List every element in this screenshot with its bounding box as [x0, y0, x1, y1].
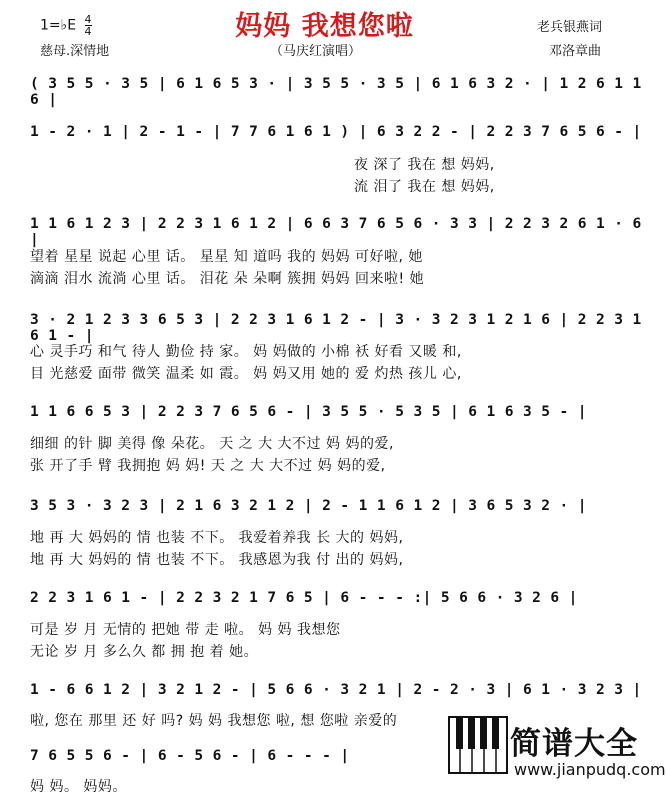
- key-text: 1=♭E: [40, 17, 77, 34]
- lyric-7-verse-2: 无论 岁 月 多么久 都 拥 抱 着 她。: [30, 644, 259, 660]
- lyric-9: 妈 妈。 妈妈。: [30, 779, 127, 795]
- lyric-2-verse-1: 夜 深了 我在 想 妈妈,: [354, 157, 495, 173]
- composer-credit: 邓洛章曲: [549, 44, 602, 59]
- time-top: 4: [84, 13, 92, 26]
- lyric-6-verse-1: 地 再 大 妈妈的 情 也装 不下。 我爱着养我 长 大的 妈妈,: [30, 530, 404, 546]
- notation-line-3: 1 1 6 1 2 3 | 2 2 3 1 6 1 2 | 6 6 3 7 6 5 6 · 3 3 | 2 2 3 2 6 1 · 6 |: [30, 216, 642, 248]
- notation-line-2: 1 - 2 · 1 | 2 - 1 - | 7 7 6 1 6 1 ) | 6 3 2 2 - | 2 2 3 7 6 5 6 - |: [30, 124, 642, 140]
- notation-line-9: 7 6 5 5 6 - | 6 - 5 6 - | 6 - - - |: [30, 748, 350, 764]
- notation-line-5: 1 1 6 6 5 3 | 2 2 3 7 6 5 6 - | 3 5 5 · 5 3 5 | 6 1 6 3 5 - |: [30, 404, 587, 420]
- lyric-5-verse-1: 细细 的针 脚 美得 像 朵花。 天 之 大 大不过 妈 妈的爱,: [30, 436, 394, 452]
- logo-brand: 简谱大全: [510, 726, 638, 762]
- logo-url: www.jianpudq.com: [514, 760, 666, 779]
- notation-line-6: 3 5 3 · 3 2 3 | 2 1 6 3 2 1 2 | 2 - 1 1 6 1 2 | 3 6 5 3 2 · |: [30, 498, 587, 514]
- piano-keys-icon: [448, 716, 508, 774]
- notation-line-4: 3 · 2 1 2 3 3 6 5 3 | 2 2 3 1 6 1 2 - | 3 · 3 2 3 1 2 1 6 | 2 2 3 1 6 1 - |: [30, 312, 642, 344]
- notation-line-1: ( 3 5 5 · 3 5 | 6 1 6 5 3 · | 3 5 5 · 3 5 | 6 1 6 3 2 · | 1 2 6 1 1 6 |: [30, 76, 642, 108]
- song-title: 妈妈 我想您啦: [235, 11, 414, 42]
- lyric-3-verse-2: 滴滴 泪水 流淌 心里 话。 泪花 朵 朵啊 簇拥 妈妈 回来啦! 她: [30, 271, 425, 287]
- site-logo: [448, 712, 666, 806]
- key-signature: [40, 14, 92, 37]
- lyric-6-verse-2: 地 再 大 妈妈的 情 也装 不下。 我感恩为我 付 出的 妈妈,: [30, 552, 404, 568]
- time-bottom: 4: [84, 25, 92, 38]
- lyric-7-verse-1: 可是 岁 月 无情的 把她 带 走 啦。 妈 妈 我想您: [30, 622, 341, 638]
- style-marking: 慈母.深情地: [40, 44, 110, 59]
- lyric-4-verse-2: 目 光慈爱 面带 微笑 温柔 如 霞。 妈 妈又用 她的 爱 灼热 孩儿 心,: [30, 366, 462, 382]
- lyric-4-verse-1: 心 灵手巧 和气 待人 勤俭 持 家。 妈 妈做的 小棉 袄 好看 又暖 和,: [30, 344, 462, 360]
- lyric-2-verse-2: 流 泪了 我在 想 妈妈,: [354, 179, 495, 195]
- time-signature: [85, 14, 92, 37]
- singer-credit: （马庆红演唱）: [270, 44, 362, 59]
- notation-line-7: 2 2 3 1 6 1 - | 2 2 3 2 1 7 6 5 | 6 - - - :| 5 6 6 · 3 2 6 |: [30, 590, 578, 606]
- lyric-5-verse-2: 张 开了手 臂 我拥抱 妈 妈! 天 之 大 大不过 妈 妈的爱,: [30, 458, 386, 474]
- lyricist-credit: 老兵银燕词: [537, 20, 603, 35]
- lyric-3-verse-1: 望着 星星 说起 心里 话。 星星 知 道吗 我的 妈妈 可好啦, 她: [30, 249, 423, 265]
- notation-line-8: 1 - 6 6 1 2 | 3 2 1 2 - | 5 6 6 · 3 2 1 | 2 - 2 · 3 | 6 1 · 3 2 3 |: [30, 682, 642, 698]
- lyric-8: 啦, 您在 那里 还 好 吗? 妈 妈 我想您 啦, 想 您啦 亲爱的: [30, 713, 398, 729]
